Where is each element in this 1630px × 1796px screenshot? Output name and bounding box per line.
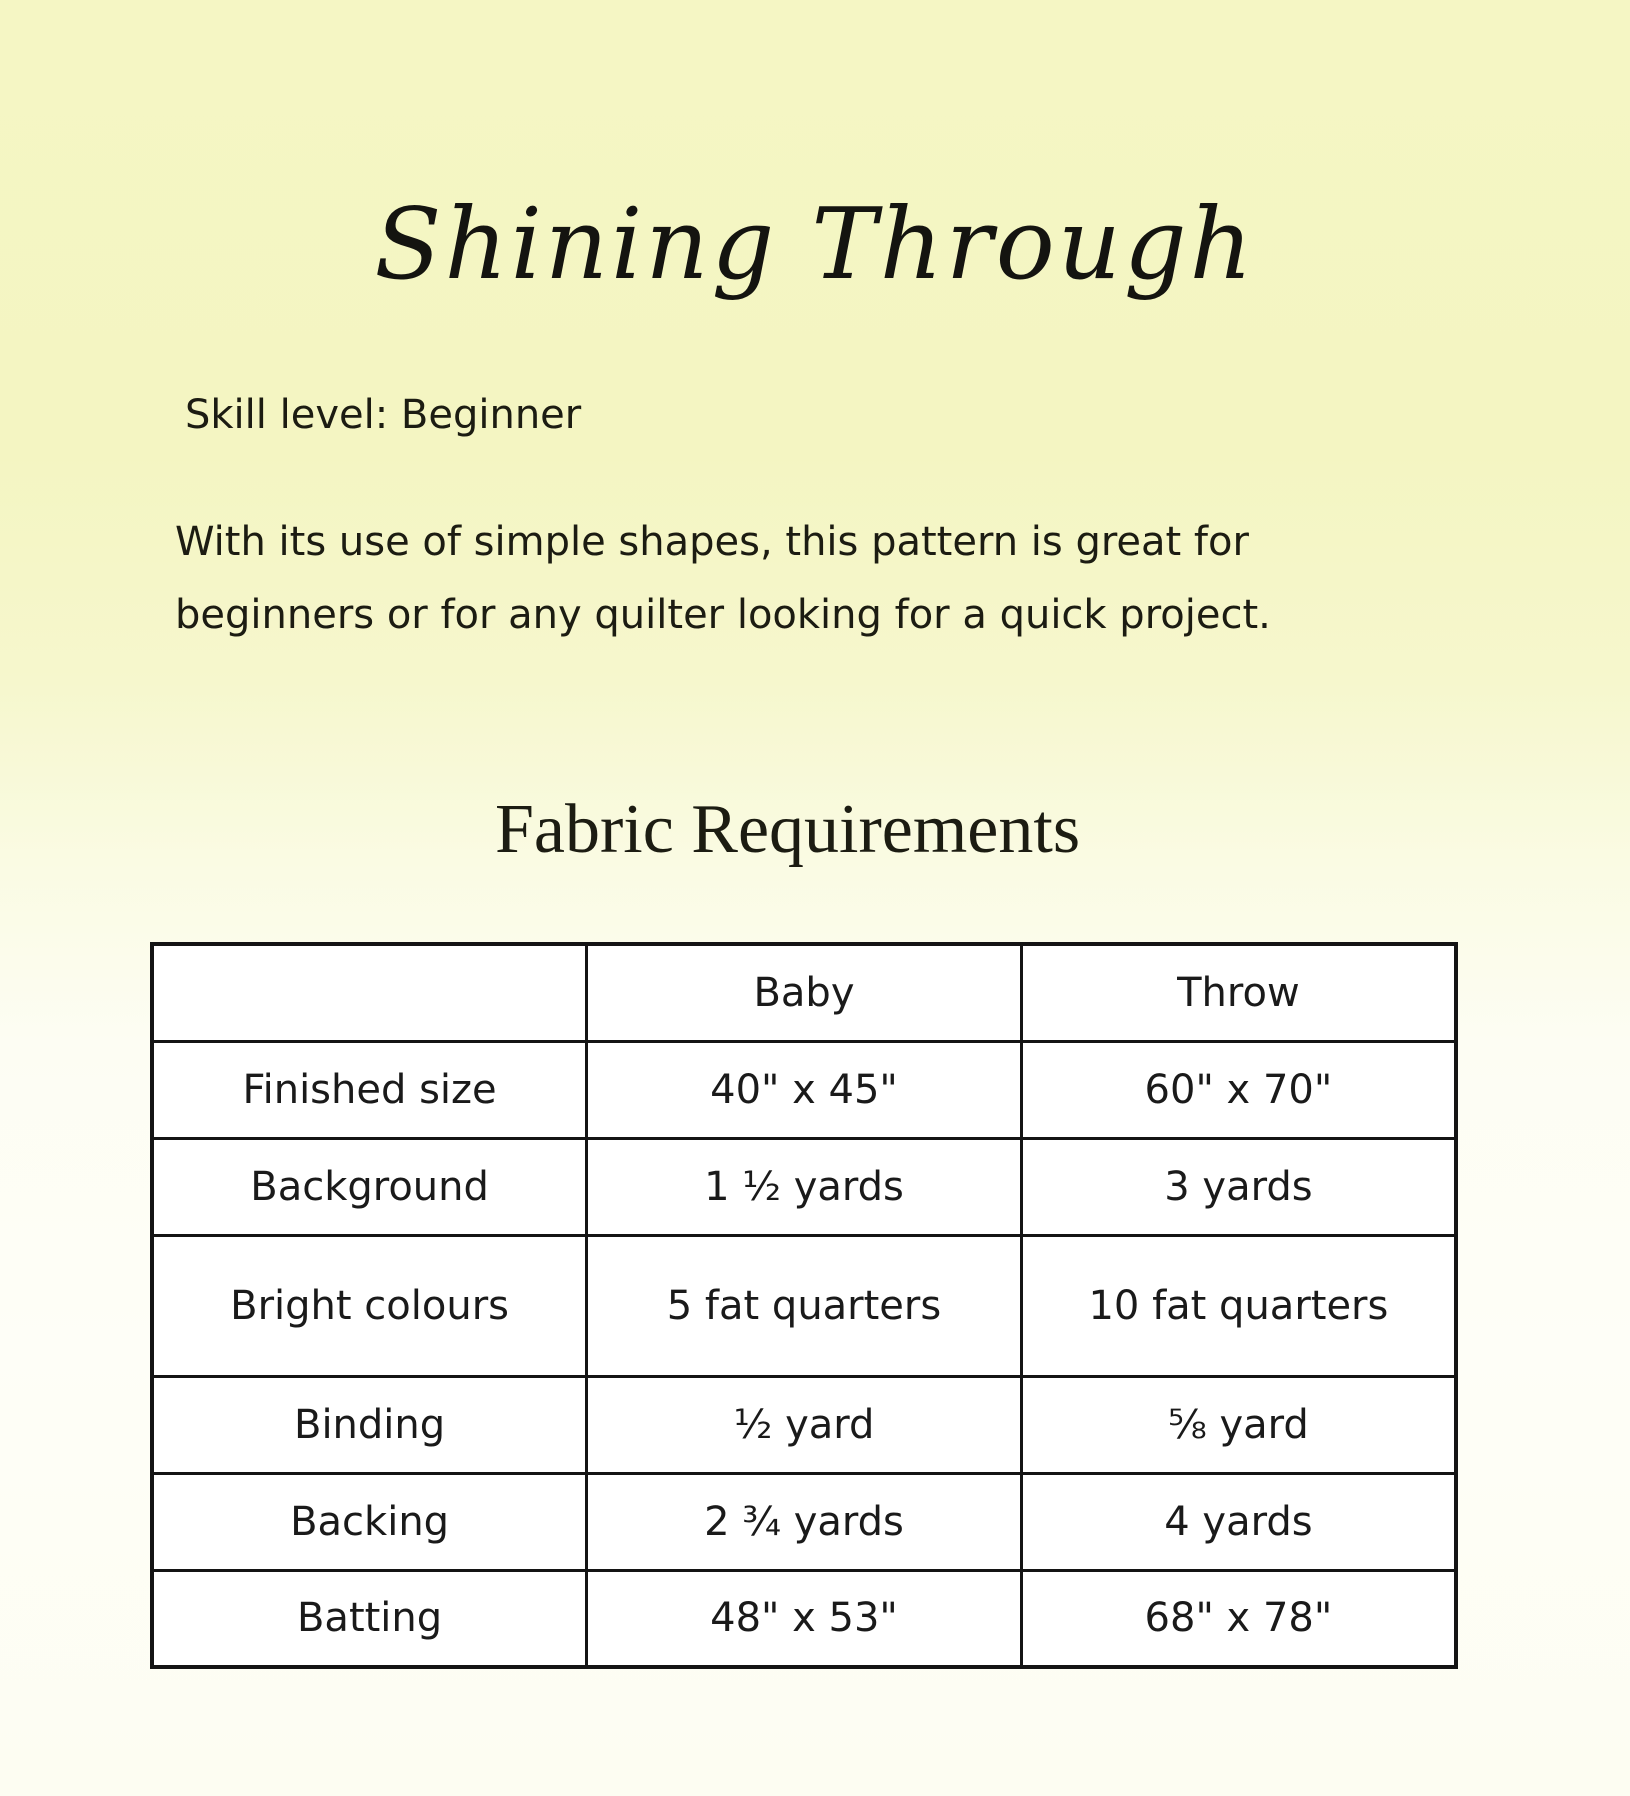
baby-value: 1 ½ yards [587, 1138, 1022, 1235]
intro-paragraph: With its use of simple shapes, this pattern is great for beginners or for any quilter looking for a quick project. [175, 519, 1271, 638]
baby-value: ½ yard [587, 1376, 1022, 1473]
throw-value: 68" x 78" [1021, 1570, 1456, 1667]
header-baby: Baby [587, 944, 1022, 1041]
throw-value: 10 fat quarters [1021, 1235, 1456, 1376]
skill-level: Skill level: Beginner [185, 392, 582, 438]
throw-value: ⅝ yard [1021, 1376, 1456, 1473]
pattern-title: Shining Through [374, 188, 1256, 302]
baby-value: 5 fat quarters [587, 1235, 1022, 1376]
baby-value: 48" x 53" [587, 1570, 1022, 1667]
row-label: Binding [152, 1376, 587, 1473]
header-throw: Throw [1021, 944, 1456, 1041]
table-header-row [152, 944, 1456, 1041]
throw-value: 60" x 70" [1021, 1041, 1456, 1138]
row-label: Background [152, 1138, 587, 1235]
baby-value: 2 ¾ yards [587, 1473, 1022, 1570]
header-blank [152, 944, 587, 1041]
section-title-fabric-requirements: Fabric Requirements [494, 791, 1081, 868]
throw-value: 3 yards [1021, 1138, 1456, 1235]
table-row [152, 1570, 1456, 1667]
row-label: Bright colours [152, 1235, 587, 1376]
table-row [152, 1041, 1456, 1138]
table-row [152, 1235, 1456, 1376]
fabric-requirements-table [150, 942, 1458, 1669]
throw-value: 4 yards [1021, 1473, 1456, 1570]
table-row [152, 1473, 1456, 1570]
row-label: Batting [152, 1570, 587, 1667]
row-label: Finished size [152, 1041, 587, 1138]
baby-value: 40" x 45" [587, 1041, 1022, 1138]
table-row [152, 1138, 1456, 1235]
row-label: Backing [152, 1473, 587, 1570]
table-row [152, 1376, 1456, 1473]
